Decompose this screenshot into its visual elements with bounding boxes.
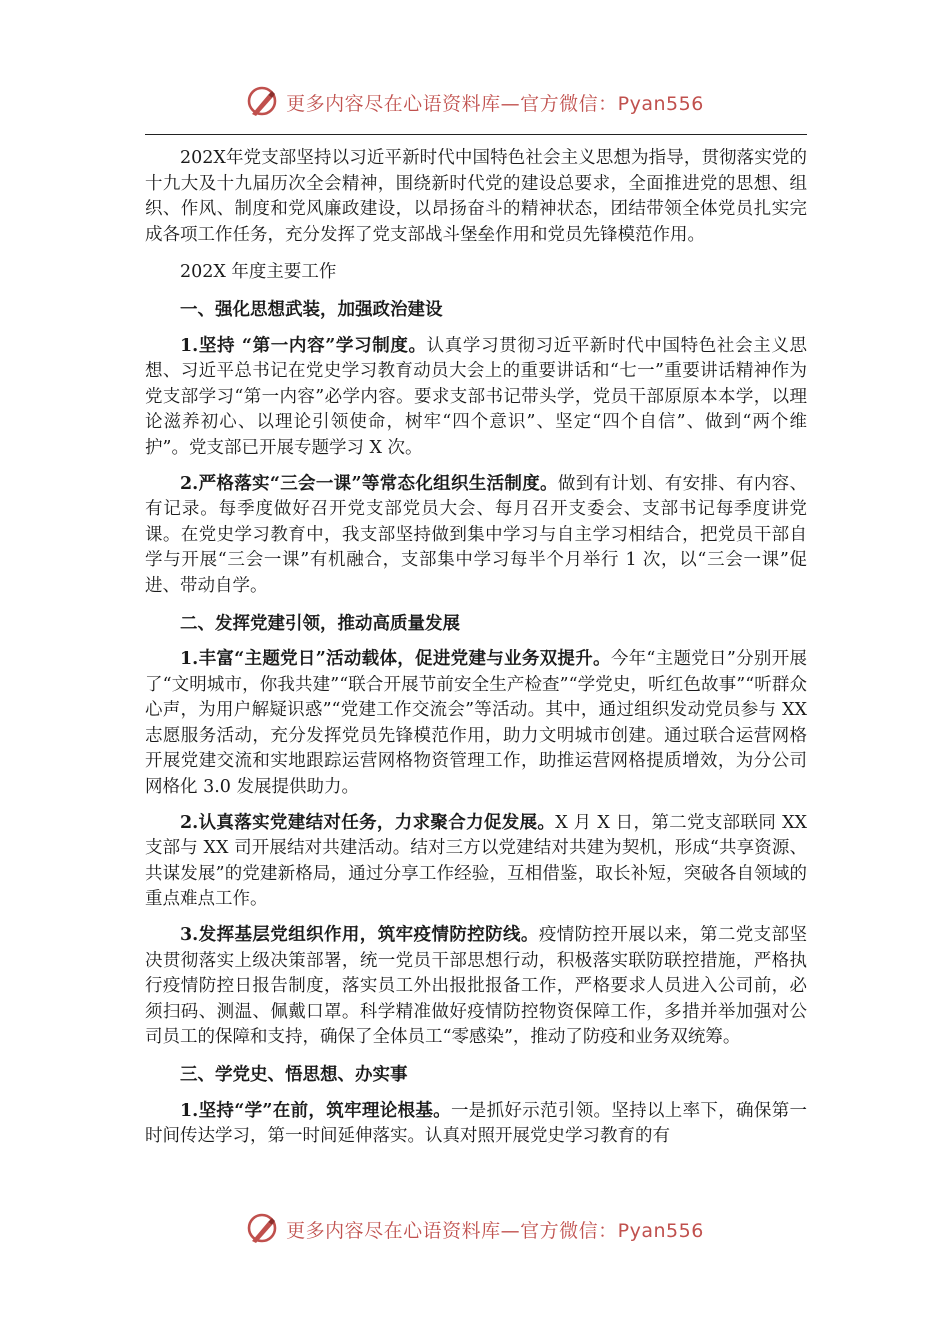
- document-body: [145, 146, 807, 1150]
- header-banner: [0, 82, 950, 122]
- section-2-item-3: [145, 923, 807, 1051]
- item-lead: 3.发挥基层党组织作用，筑牢疫情防控防线。: [180, 925, 539, 946]
- item-body: 做到有计划、有安排、有内容、有记录。每季度做好召开党支部党员大会、每月召开支委会、支部书记每季度讲党课。在党史学习教育中，我支部坚持做到集中学习与自主学习相结合，把党员干部自学与开展“三会一课”有机融合，支部集中学习每半个月举行 1 次，以“三会一课”促进、带动自学。: [145, 473, 807, 596]
- item-body: 疫情防控开展以来，第二党支部坚决贯彻落实上级决策部署，统一党员干部思想行动，积极落实联防联控措施，严格执行疫情防控日报告制度，落实员工外出报批报备工作，严格要求人员进入公司前，必须扫码、测温、佩戴口罩。科学精准做好疫情防控物资保障工作，多措并举加强对公司员工的保障和支持，确保了全体员工“零感染”，推动了防疫和业务双统筹。: [145, 925, 807, 1048]
- item-lead: 1.丰富“主题党日”活动载体，促进党建与业务双提升。: [180, 649, 611, 670]
- section-2-item-1: [145, 647, 807, 801]
- section-3-item-1: [145, 1099, 807, 1150]
- header-divider: [145, 134, 807, 135]
- item-lead: 1.坚持“学”在前，筑牢理论根基。: [180, 1100, 451, 1121]
- intro-paragraph: 202X年党支部坚持以习近平新时代中国特色社会主义思想为指导，贯彻落实党的十九大及十九届历次全会精神，围绕新时代党的建设总要求，全面推进党的思想、组织、作风、制度和党风廉政建设，以昂扬奋斗的精神状态，团结带领全体党员扎实完成各项工作任务，充分发挥了党支部战斗堡垒作用和党员先锋模范作用。: [145, 148, 807, 245]
- section-2-heading: 二、发挥党建引领，推动高质量发展: [180, 613, 460, 634]
- document-subtitle: 202X 年度主要工作: [180, 262, 337, 283]
- footer-banner: [0, 1209, 950, 1249]
- pen-logo-icon: [246, 85, 280, 119]
- section-1-heading: 一、强化思想武装，加强政治建设: [180, 299, 443, 320]
- item-lead: 2.认真落实党建结对任务，力求聚合力促发展。: [180, 812, 556, 833]
- pen-logo-icon: [246, 1212, 280, 1246]
- section-3-heading: 三、学党史、悟思想、办实事: [180, 1065, 408, 1085]
- section-1-item-2: [145, 472, 807, 600]
- banner-text: 更多内容尽在心语资料库—官方微信：Pyan556: [286, 1219, 704, 1242]
- item-lead: 2.严格落实“三会一课”等常态化组织生活制度。: [180, 473, 558, 494]
- item-body: X 月 X 日，第二党支部联同 XX 支部与 XX 司开展结对共建活动。结对三方以党建结对共建为契机，形成“共享资源、共谋发展”的党建新格局，通过分享工作经验，互相借鉴，取长补短，突破各自领域的重点难点工作。: [145, 812, 807, 910]
- item-lead: 1.坚持 “第一内容”学习制度。: [180, 335, 427, 356]
- section-1-item-1: [145, 334, 807, 462]
- item-body: 认真学习贯彻习近平新时代中国特色社会主义思想、习近平总书记在党史学习教育动员大会上的重要讲话和“七一”重要讲话精神作为党支部学习“第一内容”必学内容。要求支部书记带头学，党员干部原原本本学，以理论滋养初心、以理论引领使命，树牢“四个意识”、坚定“四个自信”、做到“两个维护”。党支部已开展专题学习 X 次。: [145, 335, 807, 458]
- item-body: 一是抓好示范引领。坚持以上率下，确保第一时间传达学习，第一时间延伸落实。认真对照开展党史学习教育的有: [145, 1100, 808, 1147]
- banner-text: 更多内容尽在心语资料库—官方微信：Pyan556: [286, 92, 704, 115]
- item-body: 今年“主题党日”分别开展了“文明城市，你我共建”“联合开展节前安全生产检查”“学党史，听红色故事”“听群众心声，为用户解疑识惑”“党建工作交流会”等活动。其中，通过组织发动党员参与 XX 志愿服务活动，充分发挥党员先锋模范作用，助力文明城市创建。通过联合运营网格开展党建交流和实地跟踪运营网格物资管理工作，助推运营网格提质增效，为分公司网格化 3.0 发展提供助力。: [145, 649, 807, 798]
- section-2-item-2: [145, 811, 807, 913]
